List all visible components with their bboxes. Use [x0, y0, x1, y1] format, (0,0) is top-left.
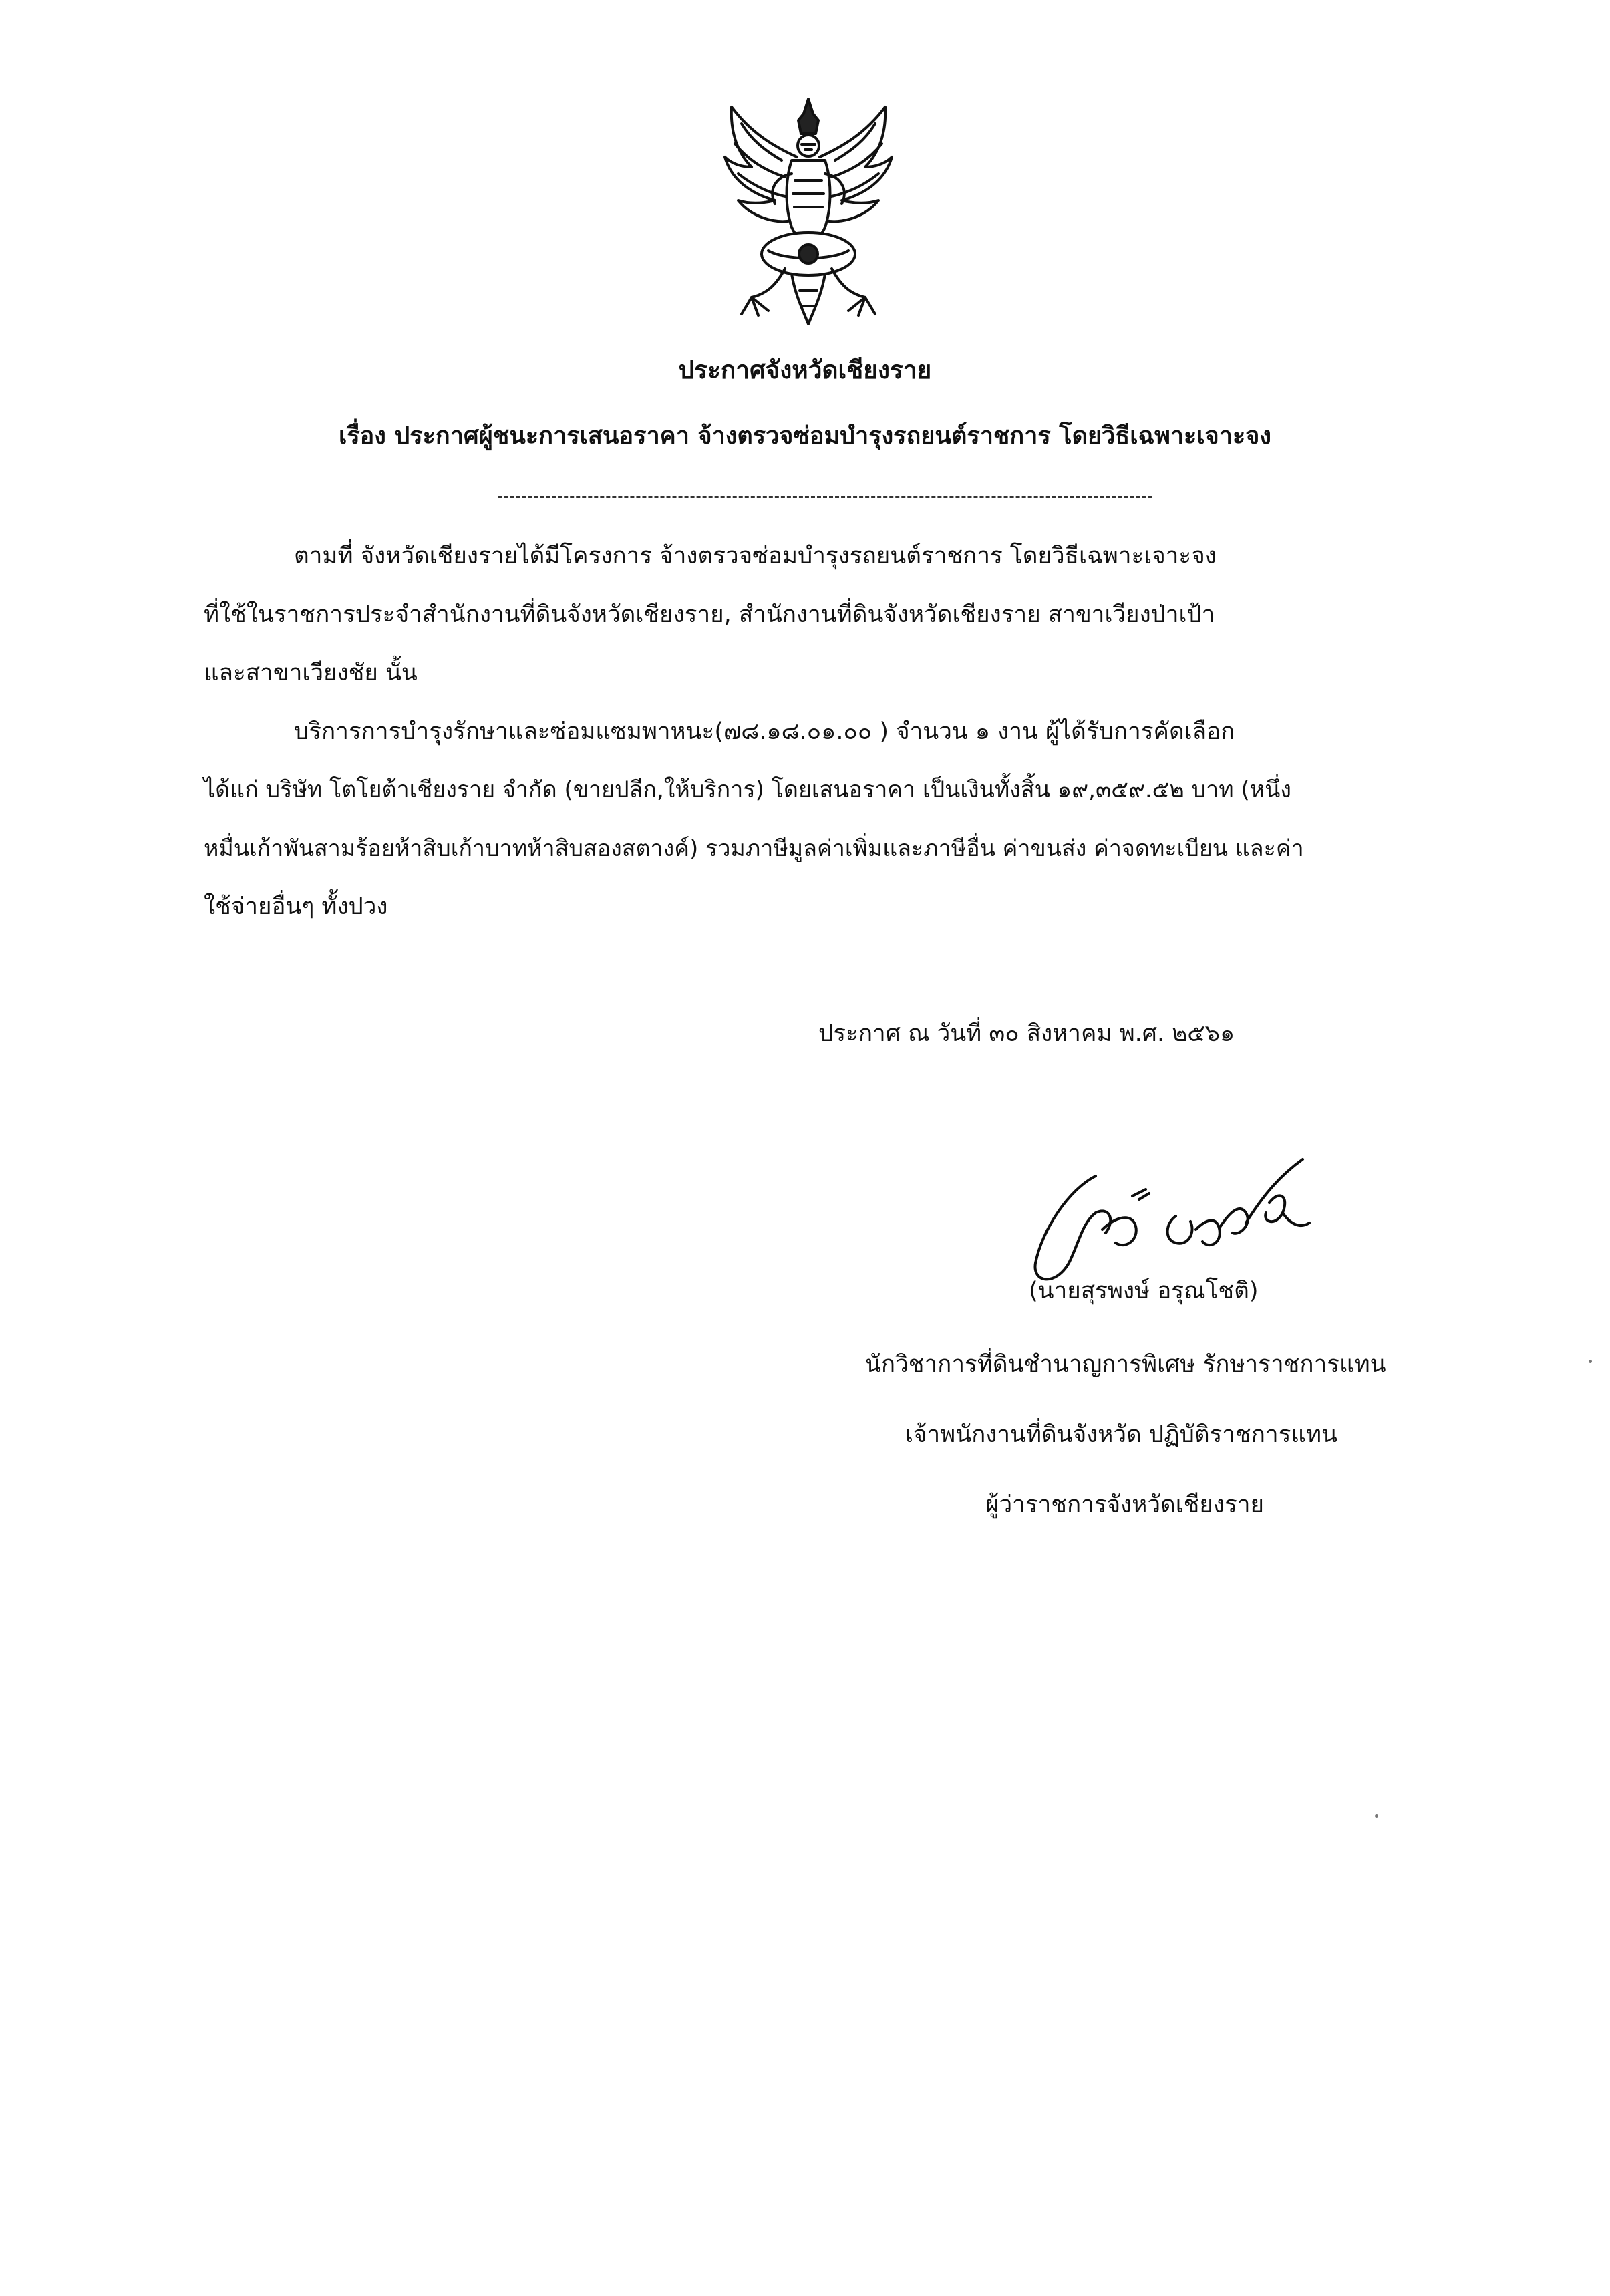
title-divider [498, 496, 1152, 498]
garuda-emblem-icon [711, 94, 905, 334]
body-paragraph-1-line-3: และสาขาเวียงชัย นั้น [204, 660, 418, 686]
announcement-heading: ประกาศจังหวัดเชียงราย [678, 355, 932, 384]
body-paragraph-2-line-2: ได้แก่ บริษัท โตโยต้าเชียงราย จำกัด (ขายปลีก,ให้บริการ) โดยเสนอราคา เป็นเงินทั้งสิ้น ๑๙,๓๕๙.๕๒ บาท (หนึ่ง [204, 776, 1292, 803]
body-paragraph-2-line-4: ใช้จ่ายอื่นๆ ทั้งปวง [204, 893, 388, 920]
announcement-date: ประกาศ ณ วันที่ ๓๐ สิงหาคม พ.ศ. ๒๕๖๑ [818, 1020, 1235, 1047]
body-paragraph-1-line-1: ตามที่ จังหวัดเชียงรายได้มีโครงการ จ้างตรวจซ่อมบำรุงรถยนต์ราชการ โดยวิธีเฉพาะเจาะจง [294, 543, 1217, 569]
signer-name: (นายสุรพงษ์ อรุณโชติ) [1029, 1278, 1259, 1304]
scan-speck [1589, 1360, 1592, 1363]
handwritten-signature [1015, 1149, 1323, 1296]
body-paragraph-1-line-2: ที่ใช้ในราชการประจำสำนักงานที่ดินจังหวัดเชียงราย, สำนักงานที่ดินจังหวัดเชียงราย สาขาเวียงป่าเป้า [204, 601, 1215, 628]
signer-title-1: นักวิชาการที่ดินชำนาญการพิเศษ รักษาราชการแทน [865, 1351, 1386, 1378]
announcement-subject: เรื่อง ประกาศผู้ชนะการเสนอราคา จ้างตรวจซ่อมบำรุงรถยนต์ราชการ โดยวิธีเฉพาะเจาะจง [339, 422, 1271, 450]
body-paragraph-2-line-3: หมื่นเก้าพันสามร้อยห้าสิบเก้าบาทห้าสิบสองสตางค์) รวมภาษีมูลค่าเพิ่มและภาษีอื่น ค่าขนส่ง ค่าจดทะเบียน และค่า [204, 835, 1304, 862]
signer-title-3: ผู้ว่าราชการจังหวัดเชียงราย [985, 1491, 1264, 1518]
scan-speck [1375, 1814, 1378, 1818]
signer-title-2: เจ้าพนักงานที่ดินจังหวัด ปฏิบัติราชการแทน [905, 1421, 1337, 1448]
body-paragraph-2-line-1: บริการการบำรุงรักษาและซ่อมแซมพาหนะ(๗๘.๑๘.๐๑.๐๐ ) จำนวน ๑ งาน ผู้ได้รับการคัดเลือก [294, 718, 1235, 745]
